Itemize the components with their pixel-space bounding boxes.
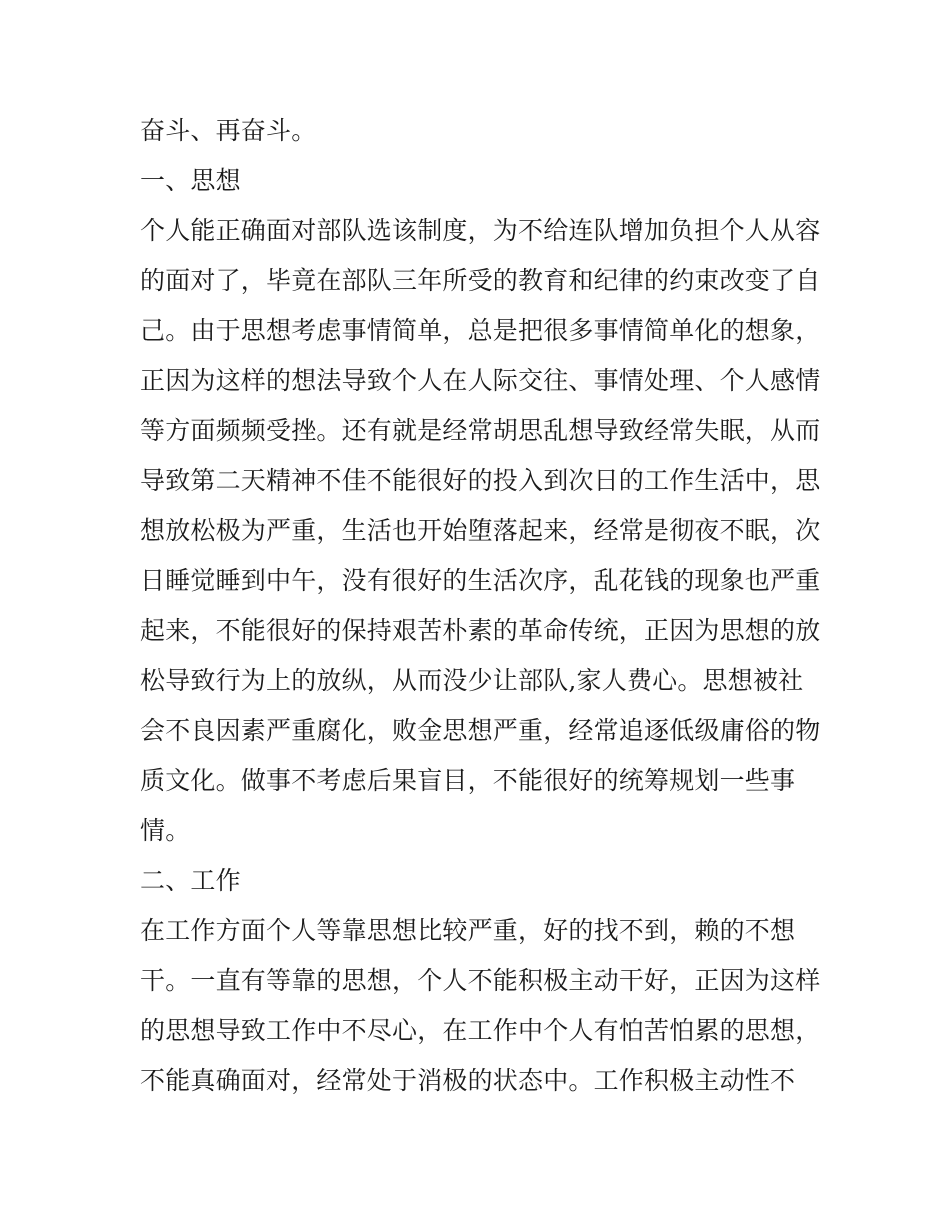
paragraph-line: 松导致行为上的放纵，从而没少让部队,家人费心。思想被社 xyxy=(140,666,804,695)
paragraph-line: 在工作方面个人等靠思想比较严重，好的找不到，赖的不想 xyxy=(140,916,796,945)
paragraph-line: 不能真确面对，经常处于消极的状态中。工作积极主动性不 xyxy=(140,1066,796,1095)
paragraph-line: 起来，不能很好的保持艰苦朴素的革命传统，正因为思想的放 xyxy=(140,616,821,645)
paragraph-line: 日睡觉睡到中午，没有很好的生活次序，乱花钱的现象也严重 xyxy=(140,566,821,595)
section-heading-thought: 一、思想 xyxy=(140,166,241,195)
paragraph-line: 奋斗、再奋斗。 xyxy=(140,116,317,145)
paragraph-line: 想放松极为严重，生活也开始堕落起来，经常是彻夜不眠，次 xyxy=(140,516,821,545)
paragraph-line: 己。由于思想考虑事情简单，总是把很多事情简单化的想象， xyxy=(140,316,821,345)
paragraph-line: 导致第二天精神不佳不能很好的投入到次日的工作生活中，思 xyxy=(140,466,821,495)
paragraph-line: 正因为这样的想法导致个人在人际交往、事情处理、个人感情 xyxy=(140,366,821,395)
paragraph-line: 情。 xyxy=(140,816,191,845)
paragraph-line: 会不良因素严重腐化，败金思想严重，经常追逐低级庸俗的物 xyxy=(140,716,821,745)
paragraph-line: 的面对了，毕竟在部队三年所受的教育和纪律的约束改变了自 xyxy=(140,266,821,295)
paragraph-line: 等方面频频受挫。还有就是经常胡思乱想导致经常失眠，从而 xyxy=(140,416,821,445)
document-body xyxy=(140,106,821,1106)
paragraph-line: 质文化。做事不考虑后果盲目，不能很好的统筹规划一些事 xyxy=(140,766,796,795)
paragraph-line: 个人能正确面对部队选该制度，为不给连队增加负担个人从容 xyxy=(140,216,821,245)
section-heading-work: 二、工作 xyxy=(140,866,241,895)
paragraph-line: 的思想导致工作中不尽心，在工作中个人有怕苦怕累的思想， xyxy=(140,1016,821,1045)
paragraph-line: 干。一直有等靠的思想，个人不能积极主动干好，正因为这样 xyxy=(140,966,821,995)
